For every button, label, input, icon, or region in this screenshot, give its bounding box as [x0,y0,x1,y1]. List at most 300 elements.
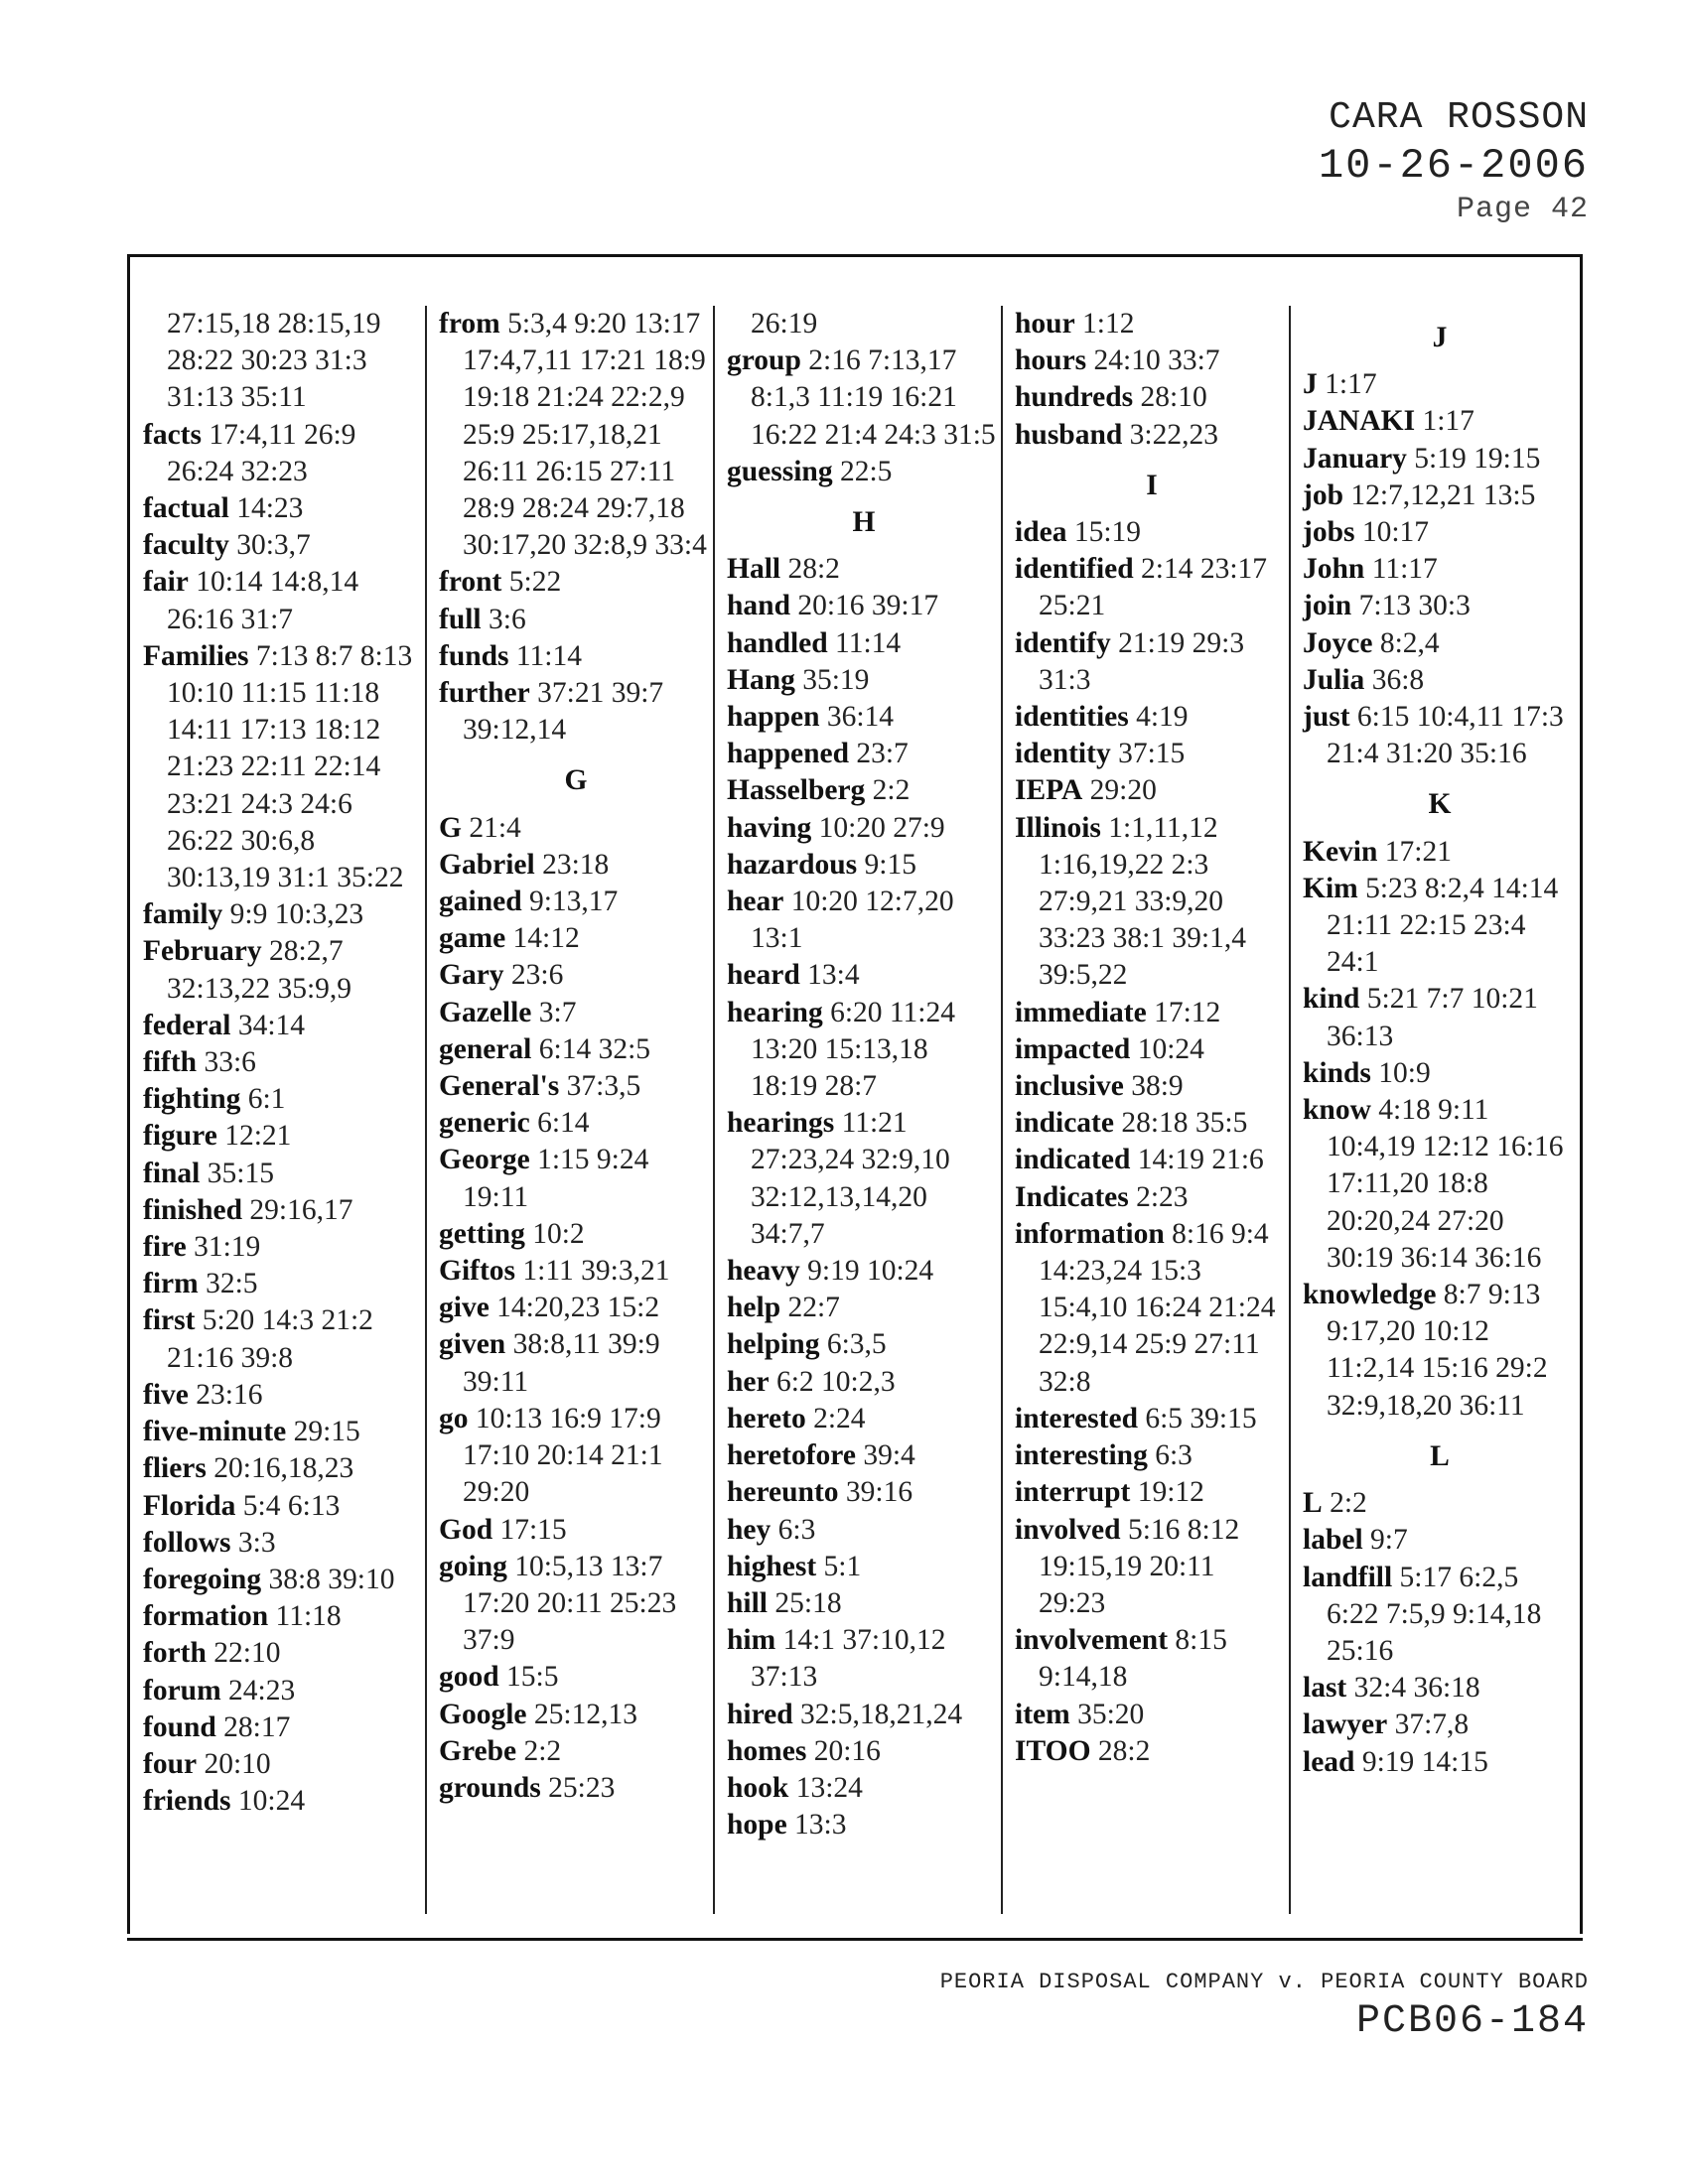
index-entry [1303,662,1577,699]
entry-references: 3:22,23 [1129,418,1218,451]
entry-term: faculty [143,529,229,562]
entry-term: follows [143,1526,231,1559]
index-entry [143,1488,425,1525]
index-entry [1015,306,1289,342]
entry-term: Kim [1303,872,1358,904]
index-entry [1015,1622,1289,1696]
entry-term: good [439,1661,499,1694]
entry-term: hearings [727,1107,835,1140]
entry-references: 29:20 [1089,774,1157,807]
index-entry [727,1401,1001,1437]
entry-references: 17:15 [499,1513,567,1546]
entry-term: found [143,1710,216,1743]
entry-term: JANAKI [1303,405,1416,438]
entry-references: 3:3 [237,1526,276,1559]
entry-references: 22:7 [787,1292,840,1324]
index-entry [143,1266,425,1302]
entry-references: 2:2 [1330,1487,1367,1520]
entry-references: 9:19 14:15 [1361,1745,1488,1778]
entry-term: gained [439,886,522,918]
index-entry [439,920,713,957]
index-entry [727,1474,1001,1511]
index-entry [727,1549,1001,1585]
entry-term: involved [1015,1513,1121,1546]
entry-term: five [143,1378,189,1411]
entry-term: group [727,344,801,377]
index-entry [1015,342,1289,379]
entry-term: happened [727,738,849,770]
index-entry [439,1770,713,1807]
entry-term: foregoing [143,1563,262,1595]
entry-references: 11:21 27:23,24 32:9,10 32:12,13,14,20 34:7,7 [751,1107,950,1250]
index-entry [439,957,713,994]
index-entry [143,1156,425,1192]
index-entry [1015,699,1289,736]
entry-references: 11:14 [835,626,902,659]
index-entry-continuation [143,306,425,417]
entry-references: 6:14 32:5 [538,1032,651,1065]
index-entry [439,1659,713,1696]
entry-references: 7:13 30:3 [1358,590,1471,622]
entry-references: 28:2 [787,553,840,586]
entry-references: 37:7,8 [1394,1708,1470,1741]
index-entry [143,1302,425,1376]
page-header [1319,95,1589,228]
entry-term: God [439,1513,493,1546]
entry-references: 2:2 [872,774,911,807]
entry-term: Julia [1303,663,1365,696]
entry-references: 25:23 [548,1771,616,1804]
entry-term: hear [727,886,784,918]
entry-term: fair [143,566,189,599]
case-caption: PEORIA DISPOSAL COMPANY v. PEORIA COUNTY BOARD [939,1970,1589,1994]
entry-references: 37:21 39:7 39:12,14 [463,677,664,747]
entry-term: happen [727,701,820,734]
entry-references: 3:7 [538,996,577,1028]
index-entry [143,1746,425,1783]
entry-term: lead [1303,1745,1355,1778]
index-entry [439,602,713,638]
entry-references: 10:5,13 13:7 17:20 20:11 25:23 37:9 [463,1550,677,1657]
entry-term: item [1015,1698,1070,1730]
entry-term: general [439,1032,532,1065]
entry-references: 31:19 [194,1231,261,1264]
entry-references: 6:14 [537,1107,590,1140]
entry-references: 20:16,18,23 [213,1452,354,1485]
index-entry [1303,1744,1577,1781]
entry-term: full [439,603,482,635]
entry-term: hey [727,1513,772,1546]
entry-term: getting [439,1217,525,1250]
entry-references: 1:12 [1082,308,1135,340]
index-entry [143,1709,425,1746]
entry-term: having [727,811,812,844]
entry-term: information [1015,1217,1165,1250]
entry-references: 5:21 7:7 10:21 36:13 [1327,983,1538,1052]
entry-term: February [143,935,262,968]
entry-term: hand [727,590,790,622]
entry-term: formation [143,1600,269,1633]
entry-references: 36:14 [826,701,895,734]
index-entry [1303,1092,1577,1277]
entry-references: 30:3,7 [236,529,311,562]
index-entry [143,1044,425,1081]
index-entry [1015,1031,1289,1068]
entry-term: hired [727,1698,793,1730]
entry-term: final [143,1157,201,1189]
entry-term: heavy [727,1255,800,1288]
entry-term: homes [727,1734,807,1767]
entry-references: 23:6 [510,959,564,992]
deponent-name: CARA ROSSON [1329,96,1589,139]
entry-term: impacted [1015,1032,1131,1065]
entry-term: IEPA [1015,774,1083,807]
index-entry [1015,1105,1289,1142]
section-letter: G [564,764,588,797]
index-entry [1303,551,1577,588]
entry-term: immediate [1015,996,1147,1028]
index-entry [1303,514,1577,551]
index-entry [727,772,1001,809]
index-column-3 [713,306,1001,1914]
index-entry [1015,551,1289,624]
index-entry [1015,772,1289,809]
entry-references: 21:4 [469,811,521,844]
entry-references: 28:2 [1097,1734,1151,1767]
entry-term: hearing [727,996,823,1028]
index-entry [727,1770,1001,1807]
index-entry [1015,1142,1289,1178]
entry-term: involvement [1015,1624,1169,1657]
index-entry-continuation [727,306,1001,342]
entry-term: General's [439,1070,560,1103]
entry-term: identify [1015,626,1111,659]
index-entry [143,1783,425,1820]
index-entry [143,1081,425,1118]
entry-term: identity [1015,738,1111,770]
entry-term: finished [143,1193,243,1226]
index-entry [727,454,1001,490]
entry-term: her [727,1365,770,1398]
index-entry [439,884,713,920]
index-entry [143,1450,425,1487]
entry-term: Kevin [1303,835,1378,868]
entry-references: 5:20 14:3 21:2 21:16 39:8 [167,1304,373,1374]
entry-term: hazardous [727,848,858,881]
entry-references: 11:18 [275,1600,342,1633]
index-entry [1303,366,1577,403]
entry-term: interesting [1015,1439,1148,1472]
entry-references: 14:20,23 15:2 [496,1292,660,1324]
entry-term: from [439,308,500,340]
entry-term: forum [143,1674,221,1706]
entry-term: hill [727,1586,768,1619]
index-entry [1015,1179,1289,1216]
index-frame-bottom-rule [127,1938,1583,1941]
entry-term: guessing [727,455,833,487]
entry-references: 8:2,4 [1379,626,1440,659]
index-entry [143,1598,425,1635]
entry-references: 10:14 14:8,14 26:16 31:7 [167,566,359,635]
page-number: Page 42 [1456,193,1589,226]
entry-term: helping [727,1328,820,1361]
index-entry [727,1512,1001,1549]
index-entry [1303,981,1577,1054]
entry-references: 5:4 6:13 [242,1489,341,1522]
entry-term: Joyce [1303,626,1373,659]
entry-references: 1:11 39:3,21 [522,1255,670,1288]
index-entry [727,1733,1001,1770]
index-entry [439,675,713,749]
entry-term: grounds [439,1771,541,1804]
index-entry [143,1562,425,1598]
entry-term: interrupt [1015,1476,1131,1509]
entry-references: 37:15 [1118,738,1186,770]
entry-term: go [439,1402,469,1434]
entry-term: fire [143,1231,187,1264]
index-entry [1303,1706,1577,1743]
entry-term: Google [439,1698,527,1730]
entry-term: hope [727,1809,787,1842]
entry-references: 17:21 [1384,835,1452,868]
entry-references: 20:10 [204,1747,271,1780]
entry-references: 11:17 [1371,553,1438,586]
entry-references: 9:9 10:3,23 [229,898,364,931]
index-entry [1015,1401,1289,1437]
index-entry [727,342,1001,454]
entry-term: L [1303,1487,1323,1520]
entry-references: 14:19 21:6 [1137,1144,1264,1176]
docket-number: PCB06-184 [1355,1999,1589,2044]
entry-term: know [1303,1094,1371,1127]
entry-references: 38:9 [1131,1070,1184,1103]
entry-term: hours [1015,344,1087,377]
entry-references: 7:13 8:7 8:13 10:10 11:15 11:18 14:11 17:13 18:12 21:23 22:11 22:14 23:21 24:3 24:6 26:22 30:6,8 30:13,19 31:1 35:22 [167,639,413,894]
index-entry [1015,417,1289,454]
index-entry [1303,441,1577,478]
entry-references: 6:1 [247,1083,286,1116]
entry-references: 26:19 [751,308,818,340]
entry-references: 5:19 19:15 [1414,442,1541,475]
entry-references: 6:3,5 [826,1328,887,1361]
entry-references: 12:21 [224,1120,292,1153]
entry-term: heretofore [727,1439,856,1472]
deposition-date: 10-26-2006 [1318,142,1589,190]
index-entry [439,995,713,1031]
index-entry [1303,1522,1577,1559]
entry-references: 20:16 39:17 [797,590,939,622]
entry-references: 34:14 [237,1009,306,1041]
index-entry [727,995,1001,1106]
entry-term: label [1303,1524,1363,1557]
index-column-2 [425,306,713,1914]
entry-term: friends [143,1785,231,1818]
index-entry [1015,1216,1289,1401]
entry-term: hook [727,1771,789,1804]
index-entry [143,1118,425,1155]
entry-term: first [143,1304,196,1337]
entry-term: Florida [143,1489,236,1522]
entry-references: 10:20 12:7,20 13:1 [751,886,954,955]
index-entry [727,1364,1001,1401]
section-letter: K [1428,788,1452,821]
entry-references: 33:6 [204,1046,256,1079]
index-entry [727,957,1001,994]
index-entry [1303,1670,1577,1706]
entry-term: John [1303,553,1365,586]
index-entry [727,625,1001,662]
entry-references: 6:20 11:24 13:20 15:13,18 18:19 28:7 [751,996,956,1103]
entry-term: fliers [143,1452,207,1485]
entry-references: 12:7,12,21 13:5 [1350,478,1536,511]
index-entry [727,1253,1001,1290]
entry-term: given [439,1328,506,1361]
entry-term: Indicates [1015,1180,1129,1213]
word-index [137,306,1577,1914]
index-entry [1015,625,1289,699]
entry-term: help [727,1292,781,1324]
index-entry [727,1585,1001,1622]
index-entry [143,1229,425,1266]
entry-term: game [439,922,506,955]
index-entry [439,1290,713,1326]
index-entry [439,810,713,847]
entry-term: indicated [1015,1144,1131,1176]
index-column-1 [137,306,425,1914]
entry-term: hundreds [1015,381,1134,414]
entry-references: 28:10 [1140,381,1207,414]
entry-term: funds [439,639,509,672]
entry-references: 1:15 9:24 19:11 [463,1144,649,1213]
entry-references: 17:12 [1154,996,1221,1028]
entry-term: figure [143,1120,217,1153]
index-entry [439,847,713,884]
entry-term: fighting [143,1083,241,1116]
index-entry [143,564,425,637]
entry-term: hereunto [727,1476,839,1509]
entry-term: lawyer [1303,1708,1388,1741]
entry-references: 10:20 27:9 [818,811,945,844]
entry-references: 5:17 6:2,5 6:22 7:5,9 9:14,18 25:16 [1327,1561,1542,1667]
index-entry [727,1622,1001,1696]
entry-references: 32:5,18,21,24 [800,1698,963,1730]
section-letter: H [852,506,876,539]
entry-references: 24:23 [228,1674,296,1706]
index-entry [727,588,1001,624]
entry-term: firm [143,1268,199,1300]
entry-term: Gazelle [439,996,532,1028]
index-column-5 [1289,306,1577,1914]
entry-term: Illinois [1015,811,1101,844]
entry-term: generic [439,1107,530,1140]
index-entry [439,1031,713,1068]
entry-references: 21:19 29:3 31:3 [1039,626,1245,696]
index-entry [1015,514,1289,551]
entry-references: 10:13 16:9 17:9 17:10 20:14 21:1 29:20 [463,1402,663,1509]
entry-references: 2:2 [523,1734,562,1767]
index-entry [1015,1068,1289,1105]
index-entry [1015,736,1289,772]
entry-references: 5:3,4 9:20 13:17 17:4,7,11 17:21 18:9 19:18 21:24 22:2,9 25:9 25:17,18,21 26:11 26:15 27:11 28:9 28:24 29:7,18 30:17,20 32:8,9 33:4 [463,308,707,562]
index-entry [439,1105,713,1142]
entry-references: 29:15 [293,1416,360,1448]
entry-references: 27:15,18 28:15,19 28:22 30:23 31:3 31:13 35:11 [167,308,381,414]
index-entry [439,1733,713,1770]
entry-term: join [1303,590,1352,622]
entry-references: 10:24 [1137,1032,1204,1065]
index-entry [1303,403,1577,440]
entry-references: 8:7 9:13 9:17,20 10:12 11:2,14 15:16 29:2 32:9,18,20 36:11 [1327,1279,1548,1422]
index-entry [1015,1437,1289,1474]
index-entry [439,1401,713,1512]
entry-references: 23:16 [196,1378,263,1411]
entry-references: 11:14 [515,639,583,672]
index-entry [439,1216,713,1253]
entry-term: knowledge [1303,1279,1437,1311]
index-entry [727,1290,1001,1326]
entry-term: husband [1015,418,1123,451]
entry-references: 23:18 [542,848,610,881]
entry-term: five-minute [143,1416,287,1448]
entry-references: 38:8 39:10 [268,1563,395,1595]
entry-references: 6:5 39:15 [1145,1402,1257,1434]
entry-references: 3:6 [489,603,526,635]
entry-term: give [439,1292,490,1324]
entry-term: fifth [143,1046,198,1079]
entry-term: hereto [727,1402,806,1434]
index-entry [727,810,1001,847]
page-footer [940,1968,1589,2047]
entry-term: Gary [439,959,504,992]
index-entry [1303,588,1577,624]
index-entry [727,1105,1001,1253]
entry-references: 6:3 [1155,1439,1193,1472]
index-entry [439,1142,713,1215]
entry-term: identified [1015,553,1134,586]
index-entry [727,847,1001,884]
section-letter: J [1432,322,1448,353]
entry-references: 2:24 [813,1402,866,1434]
index-entry [727,551,1001,588]
entry-term: January [1303,442,1407,475]
entry-references: 37:3,5 [566,1070,641,1103]
entry-term: job [1303,478,1343,511]
index-entry [1303,834,1577,871]
entry-term: federal [143,1009,231,1041]
index-entry [1015,995,1289,1031]
entry-term: J [1303,368,1318,401]
entry-references: 19:12 [1137,1476,1204,1509]
index-entry [1303,1277,1577,1425]
entry-references: 36:8 [1371,663,1425,696]
index-entry [439,1068,713,1105]
index-entry [143,1192,425,1229]
index-entry [1303,871,1577,982]
index-entry [1015,810,1289,995]
entry-references: 6:3 [777,1513,816,1546]
entry-term: four [143,1747,198,1780]
entry-references: 6:15 10:4,11 17:3 21:4 31:20 35:16 [1327,701,1564,770]
entry-term: family [143,898,223,931]
entry-references: 2:16 7:13,17 8:1,3 11:19 16:21 16:22 21:4 24:3 31:5 [751,344,996,451]
index-entry [143,1008,425,1044]
entry-references: 5:1 [823,1550,862,1582]
entry-term: just [1303,701,1350,734]
entry-references: 20:16 [813,1734,881,1767]
entry-term: Giftos [439,1255,516,1288]
entry-references: 13:3 [794,1809,847,1842]
entry-references: 32:5 [206,1268,258,1300]
